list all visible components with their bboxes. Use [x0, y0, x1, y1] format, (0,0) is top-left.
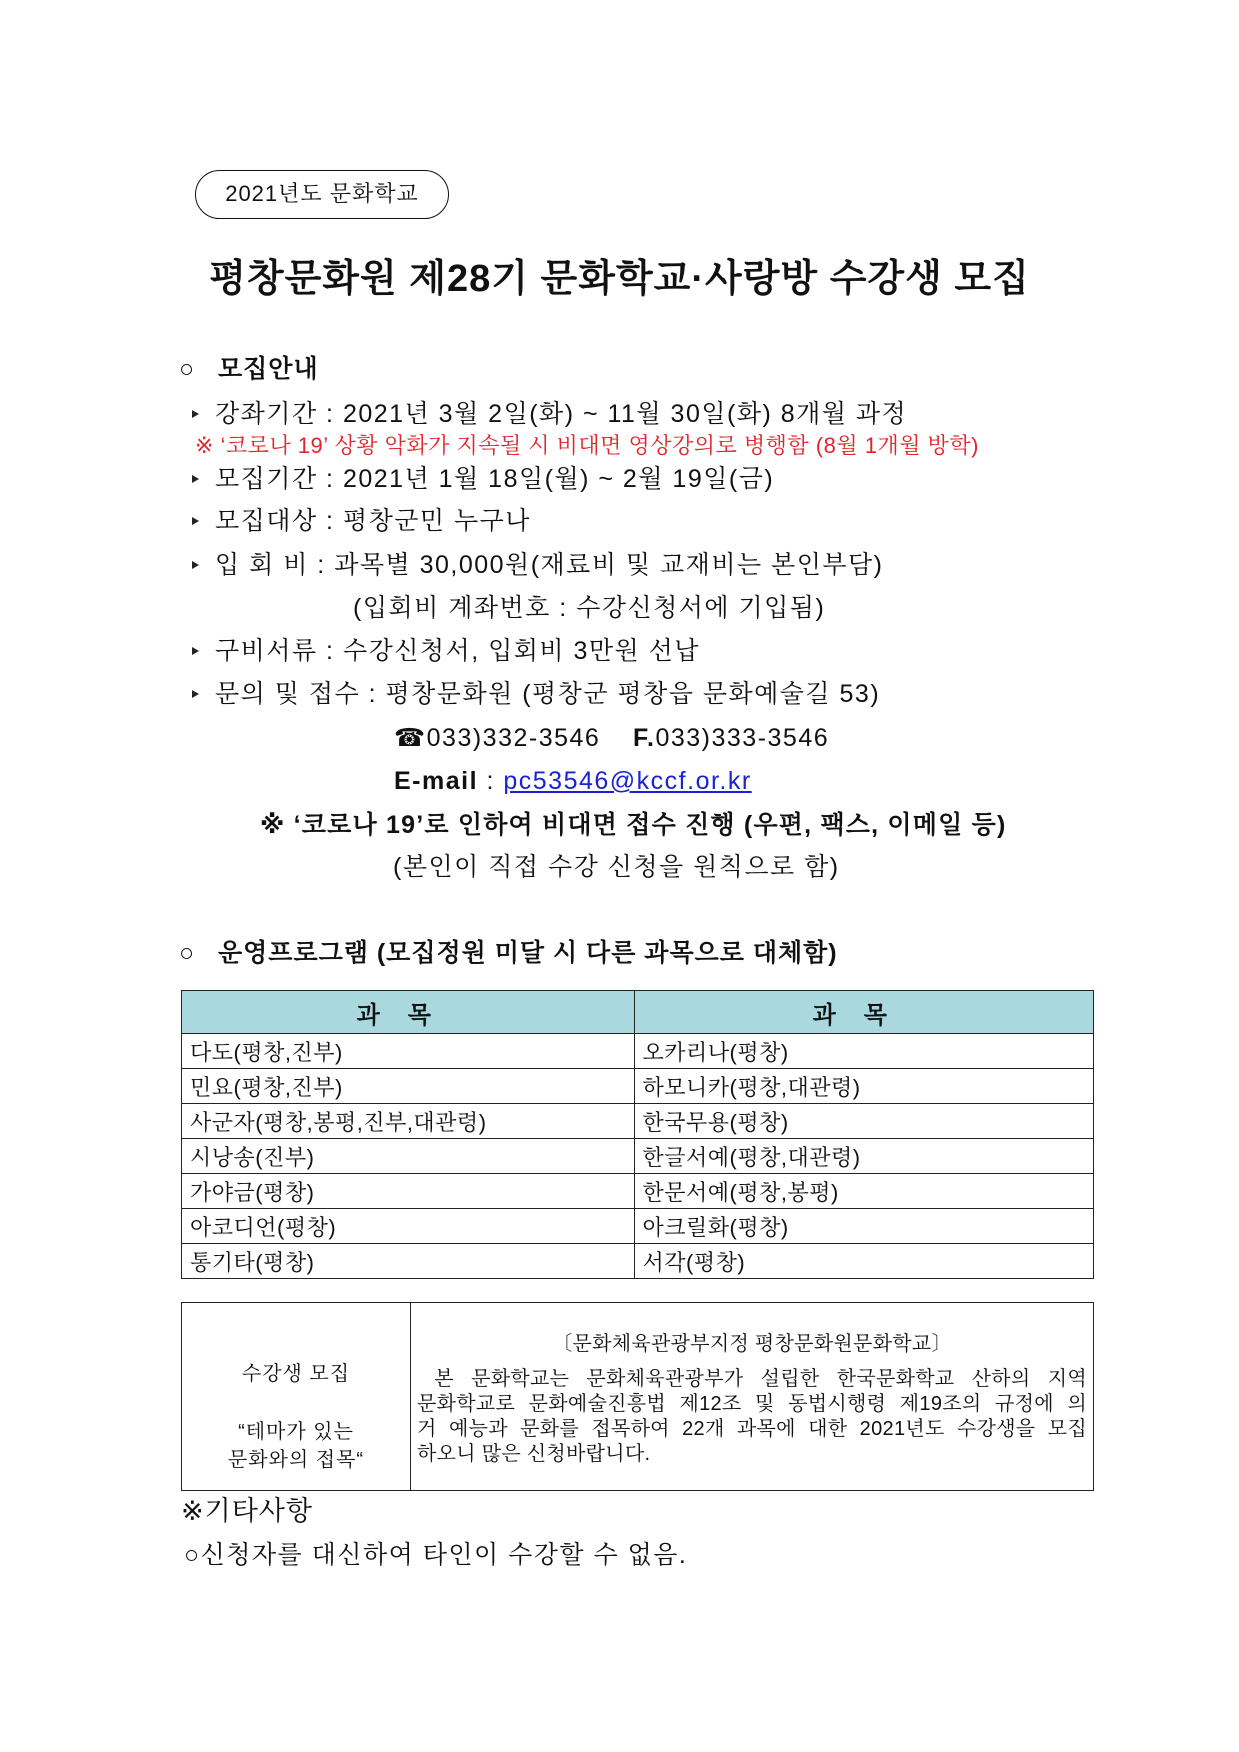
- table-row: [182, 1244, 1094, 1279]
- table-header-row: [182, 991, 1094, 1034]
- corona-class-note: ※ ‘코로나 19’ 상황 악화가 지속될 시 비대면 영상강의로 병행함 (8월 1개월 방학): [195, 433, 979, 458]
- info-value: 평창문화원 (평창군 평창읍 문화예술길 53): [385, 680, 881, 708]
- table-cell: 가야금(평창): [182, 1174, 635, 1209]
- table-cell: 시낭송(진부): [182, 1139, 635, 1174]
- section-heading-text: 운영프로그램 (모집정원 미달 시 다른 과목으로 대체함): [218, 939, 838, 967]
- etc-heading: ※기타사항: [181, 1496, 313, 1526]
- intro-box-heading: 〔문화체육관광부지정 평창문화원문화학교〕: [552, 1333, 952, 1355]
- bullet-triangle-icon: [192, 690, 199, 698]
- fax-prefix: F.: [633, 724, 656, 752]
- info-label: 강좌기간: [215, 400, 318, 428]
- fax-value: 033)333-3546: [655, 724, 830, 752]
- info-sep: :: [317, 637, 343, 665]
- table-cell: 서각(평창): [634, 1244, 1094, 1279]
- info-documents: [192, 634, 700, 668]
- info-label: 문의 및 접수: [215, 680, 361, 708]
- phone-value: 033)332-3546: [426, 724, 601, 752]
- intro-paragraph-line: 거 예능과 문화를 접목하여 22개 과목에 대한 2021년도 수강생을 모집: [417, 1418, 1087, 1440]
- table-row: [182, 1209, 1094, 1244]
- section-program-heading: [179, 936, 879, 970]
- intro-paragraph-line: 하오니 많은 신청바랍니다.: [417, 1443, 651, 1465]
- section-recruit-heading: [179, 352, 479, 386]
- intro-box-slogan-line: 문화와의 접목“: [227, 1449, 365, 1471]
- info-label: 입 회 비: [215, 551, 309, 579]
- page-title: 평창문화원 제28기 문화학교·사랑방 수강생 모집: [209, 258, 1030, 300]
- table-cell: 아코디언(평창): [182, 1209, 635, 1244]
- table-row: [182, 1069, 1094, 1104]
- info-course-period: [192, 397, 907, 431]
- table-cell: 한국무용(평창): [634, 1104, 1094, 1139]
- table-cell: 통기타(평창): [182, 1244, 635, 1279]
- fax-number: [633, 721, 829, 755]
- info-value: 평창군민 누구나: [342, 507, 531, 535]
- info-label: 모집대상: [215, 507, 318, 535]
- remote-application-note: ※ ‘코로나 19’로 인하여 비대면 접수 진행 (우편, 팩스, 이메일 등): [260, 811, 1007, 839]
- table-row: [182, 1104, 1094, 1139]
- bullet-triangle-icon: [192, 647, 199, 655]
- info-label: 모집기간: [215, 465, 318, 493]
- table-cell: 사군자(평창,봉평,진부,대관령): [182, 1104, 635, 1139]
- table-cell: 다도(평창,진부): [182, 1034, 635, 1069]
- year-badge: 2021년도 문화학교: [195, 170, 449, 219]
- info-sep: :: [317, 465, 343, 493]
- program-table: [181, 990, 1094, 1279]
- self-application-note: (본인이 직접 수강 신청을 원칙으로 함): [393, 853, 840, 881]
- info-value: 2021년 3월 2일(화) ~ 11월 30일(화) 8개월 과정: [342, 400, 908, 428]
- bullet-triangle-icon: [192, 475, 199, 483]
- table-row: [182, 1174, 1094, 1209]
- info-value: 2021년 1월 18일(월) ~ 2월 19일(금): [342, 465, 775, 493]
- table-cell: 민요(평창,진부): [182, 1069, 635, 1104]
- email-label: E-mail: [394, 767, 479, 795]
- intro-paragraph-line: 본 문화학교는 문화체육관광부가 설립한 한국문화학교 산하의 지역: [417, 1368, 1087, 1390]
- info-sep: :: [308, 551, 335, 579]
- info-sep: :: [317, 507, 343, 535]
- table-row: [182, 1034, 1094, 1069]
- intro-paragraph-line: 문화학교로 문화예술진흥법 제12조 및 동법시행령 제19조의 규정에 의: [417, 1393, 1087, 1415]
- table-cell: 한글서예(평창,대관령): [634, 1139, 1094, 1174]
- intro-box-slogan-line: “테마가 있는: [238, 1421, 354, 1443]
- table-cell: 한문서예(평창,봉평): [634, 1174, 1094, 1209]
- email-link[interactable]: pc53546@kccf.or.kr: [503, 767, 752, 795]
- bullet-triangle-icon: [192, 410, 199, 418]
- info-recruit-period: [192, 462, 774, 496]
- info-value: 과목별 30,000원(재료비 및 교재비는 본인부담): [334, 551, 884, 579]
- table-cell: 오카리나(평창): [634, 1034, 1094, 1069]
- phone-number: [394, 721, 600, 755]
- info-target: [192, 504, 531, 538]
- table-cell: 하모니카(평창,대관령): [634, 1069, 1094, 1104]
- bullet-triangle-icon: [192, 517, 199, 525]
- intro-box-right: [411, 1303, 1093, 1490]
- info-label: 구비서류: [215, 637, 318, 665]
- intro-box: [181, 1302, 1094, 1491]
- info-fee: [192, 548, 884, 582]
- intro-box-left: [182, 1303, 411, 1490]
- etc-line: ○신청자를 대신하여 타인이 수강할 수 없음.: [184, 1541, 688, 1569]
- info-value: 수강신청서, 입회비 3만원 선납: [342, 637, 700, 665]
- info-contact: [192, 677, 880, 711]
- bullet-triangle-icon: [192, 561, 199, 569]
- fee-account-note: (입회비 계좌번호 : 수강신청서에 기입됨): [353, 594, 826, 622]
- column-header: 과목: [634, 991, 1094, 1034]
- table-cell: 아크릴화(평창): [634, 1209, 1094, 1244]
- email-row: [394, 764, 752, 798]
- section-heading-text: 모집안내: [218, 355, 319, 383]
- email-sep: :: [478, 767, 504, 795]
- circle-marker-icon: ○: [179, 355, 196, 383]
- info-sep: :: [360, 680, 386, 708]
- circle-marker-icon: ○: [179, 939, 196, 967]
- table-row: [182, 1139, 1094, 1174]
- column-header: 과목: [182, 991, 635, 1034]
- phone-icon: ☎: [394, 724, 427, 752]
- intro-box-title: 수강생 모집: [241, 1363, 351, 1385]
- info-sep: :: [317, 400, 343, 428]
